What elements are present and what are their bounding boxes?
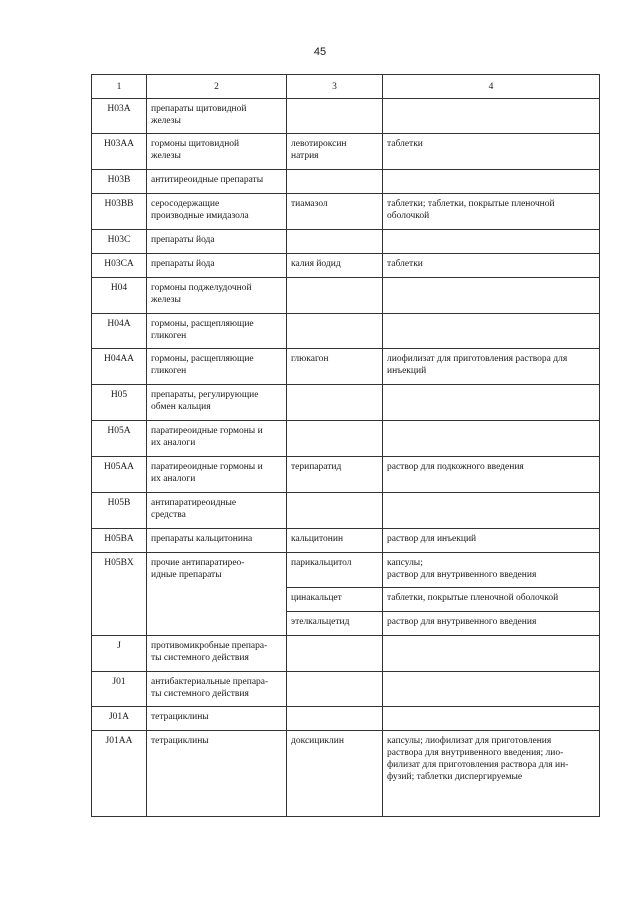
- dosage-form-cell: раствор для подкожного введения: [383, 457, 600, 493]
- drug-name-cell: [287, 385, 383, 421]
- atc-code-cell: H03CA: [92, 254, 147, 278]
- table-row: [92, 553, 600, 588]
- column-number: 4: [383, 75, 600, 99]
- group-name-cell: гормоны, расщепляющие гликоген: [147, 314, 287, 349]
- atc-code-cell: H05A: [92, 421, 147, 457]
- atc-code-cell: J: [92, 636, 147, 672]
- group-name-cell: прочие антипаратирео- идные препараты: [147, 553, 287, 636]
- table-row: [92, 636, 600, 672]
- group-name-cell: препараты кальцитонина: [147, 529, 287, 553]
- atc-code-cell: H03BB: [92, 194, 147, 230]
- drug-name-cell: [287, 707, 383, 731]
- drug-name-cell: [287, 230, 383, 254]
- group-name-cell: препараты йода: [147, 254, 287, 278]
- table-row: [92, 493, 600, 529]
- drug-name-cell: [287, 493, 383, 529]
- drug-name-cell: парикальцитол: [287, 553, 383, 588]
- dosage-form-cell: [383, 672, 600, 707]
- atc-code-cell: J01AA: [92, 731, 147, 817]
- group-name-cell: серосодержащие производные имидазола: [147, 194, 287, 230]
- dosage-form-cell: [383, 170, 600, 194]
- table-row: [92, 134, 600, 170]
- drug-name-cell: терипаратид: [287, 457, 383, 493]
- atc-code-cell: J01: [92, 672, 147, 707]
- dosage-form-cell: [383, 493, 600, 529]
- drug-name-cell: доксициклин: [287, 731, 383, 817]
- dosage-form-cell: таблетки; таблетки, покрытые пленочной оболочкой: [383, 194, 600, 230]
- group-name-cell: тетрациклины: [147, 731, 287, 817]
- group-name-cell: препараты йода: [147, 230, 287, 254]
- atc-code-cell: H03AA: [92, 134, 147, 170]
- table-row: [92, 731, 600, 817]
- dosage-form-cell: [383, 230, 600, 254]
- dosage-form-cell: [383, 278, 600, 314]
- group-name-cell: антибактериальные препара- ты системного действия: [147, 672, 287, 707]
- table-row: [92, 707, 600, 731]
- group-name-cell: антипаратиреоидные средства: [147, 493, 287, 529]
- table-row: [92, 99, 600, 134]
- atc-code-cell: H04AA: [92, 349, 147, 385]
- table-row: [92, 194, 600, 230]
- group-name-cell: препараты щитовидной железы: [147, 99, 287, 134]
- table-row: [92, 457, 600, 493]
- drug-name-cell: кальцитонин: [287, 529, 383, 553]
- table-row: [92, 254, 600, 278]
- atc-code-cell: H05AA: [92, 457, 147, 493]
- dosage-form-cell: раствор для внутривенного введения: [383, 612, 600, 636]
- table-row: [92, 385, 600, 421]
- column-number: 2: [147, 75, 287, 99]
- column-number-row: [92, 75, 600, 99]
- atc-code-cell: H04: [92, 278, 147, 314]
- group-name-cell: препараты, регулирующие обмен кальция: [147, 385, 287, 421]
- drug-name-cell: [287, 99, 383, 134]
- dosage-form-cell: [383, 99, 600, 134]
- atc-code-cell: H05B: [92, 493, 147, 529]
- dosage-form-cell: [383, 421, 600, 457]
- table-row: [92, 421, 600, 457]
- table-body: [92, 99, 600, 817]
- dosage-form-cell: [383, 385, 600, 421]
- drug-name-cell: этелкальцетид: [287, 612, 383, 636]
- group-name-cell: тетрациклины: [147, 707, 287, 731]
- dosage-form-cell: [383, 636, 600, 672]
- atc-code-cell: H05BA: [92, 529, 147, 553]
- dosage-form-cell: таблетки, покрытые пленочной оболочкой: [383, 588, 600, 612]
- table-row: [92, 170, 600, 194]
- table-row: [92, 349, 600, 385]
- drug-name-cell: левотироксин натрия: [287, 134, 383, 170]
- group-name-cell: гормоны, расщепляющие гликоген: [147, 349, 287, 385]
- drug-name-cell: [287, 278, 383, 314]
- table-row: [92, 230, 600, 254]
- drug-name-cell: [287, 636, 383, 672]
- drug-name-cell: [287, 672, 383, 707]
- drug-name-cell: калия йодид: [287, 254, 383, 278]
- table-row: [92, 529, 600, 553]
- group-name-cell: паратиреоидные гормоны и их аналоги: [147, 457, 287, 493]
- group-name-cell: гормоны щитовидной железы: [147, 134, 287, 170]
- drug-name-cell: глюкагон: [287, 349, 383, 385]
- drug-name-cell: тиамазол: [287, 194, 383, 230]
- atc-code-cell: H03B: [92, 170, 147, 194]
- table-row: [92, 314, 600, 349]
- atc-code-cell: H04A: [92, 314, 147, 349]
- atc-code-cell: H03A: [92, 99, 147, 134]
- group-name-cell: паратиреоидные гормоны и их аналоги: [147, 421, 287, 457]
- atc-code-cell: H05: [92, 385, 147, 421]
- dosage-form-cell: лиофилизат для приготовления раствора для инъекций: [383, 349, 600, 385]
- column-number: 3: [287, 75, 383, 99]
- dosage-form-cell: таблетки: [383, 134, 600, 170]
- group-name-cell: антитиреоидные препараты: [147, 170, 287, 194]
- group-name-cell: гормоны поджелудочной железы: [147, 278, 287, 314]
- atc-code-cell: H05BX: [92, 553, 147, 636]
- dosage-form-cell: [383, 314, 600, 349]
- atc-code-cell: J01A: [92, 707, 147, 731]
- drug-name-cell: [287, 314, 383, 349]
- column-number: 1: [92, 75, 147, 99]
- dosage-form-cell: таблетки: [383, 254, 600, 278]
- drug-name-cell: [287, 170, 383, 194]
- dosage-form-cell: [383, 707, 600, 731]
- group-name-cell: противомикробные препара- ты системного действия: [147, 636, 287, 672]
- medication-table: [91, 74, 600, 817]
- dosage-form-cell: раствор для инъекций: [383, 529, 600, 553]
- table-row: [92, 672, 600, 707]
- table-row: [92, 278, 600, 314]
- dosage-form-cell: капсулы; лиофилизат для приготовления раствора для внутривенного введения; лио- филизат для приготовления раствора для ин- фузий; таблетки диспергируемые: [383, 731, 600, 817]
- atc-code-cell: H03C: [92, 230, 147, 254]
- drug-name-cell: [287, 421, 383, 457]
- drug-name-cell: цинакальцет: [287, 588, 383, 612]
- page-number: 45: [313, 46, 327, 58]
- dosage-form-cell: капсулы; раствор для внутривенного введения: [383, 553, 600, 588]
